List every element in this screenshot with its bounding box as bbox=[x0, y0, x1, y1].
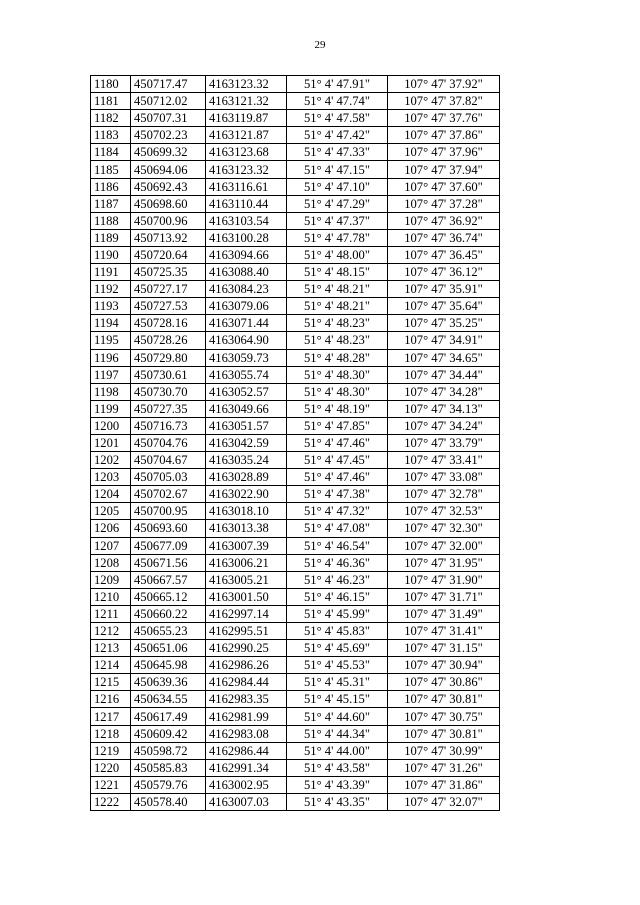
x-coordinate-cell: 450727.35 bbox=[131, 400, 206, 417]
x-coordinate-cell: 450728.16 bbox=[131, 315, 206, 332]
table-row bbox=[91, 640, 500, 657]
longitude-cell: 107° 47' 36.92" bbox=[388, 212, 500, 229]
longitude-cell: 107° 47' 35.25" bbox=[388, 315, 500, 332]
x-coordinate-cell: 450700.96 bbox=[131, 212, 206, 229]
latitude-cell: 51° 4' 46.36" bbox=[287, 554, 388, 571]
latitude-cell: 51° 4' 47.45" bbox=[287, 452, 388, 469]
table-row bbox=[91, 161, 500, 178]
y-coordinate-cell: 4163059.73 bbox=[206, 349, 287, 366]
y-coordinate-cell: 4163119.87 bbox=[206, 110, 287, 127]
x-coordinate-cell: 450677.09 bbox=[131, 537, 206, 554]
table-row bbox=[91, 195, 500, 212]
point-id-cell: 1191 bbox=[91, 264, 131, 281]
table-row bbox=[91, 229, 500, 246]
point-id-cell: 1199 bbox=[91, 400, 131, 417]
longitude-cell: 107° 47' 33.08" bbox=[388, 469, 500, 486]
y-coordinate-cell: 4163007.03 bbox=[206, 793, 287, 810]
point-id-cell: 1218 bbox=[91, 725, 131, 742]
latitude-cell: 51° 4' 47.08" bbox=[287, 520, 388, 537]
latitude-cell: 51° 4' 47.46" bbox=[287, 469, 388, 486]
point-id-cell: 1194 bbox=[91, 315, 131, 332]
point-id-cell: 1186 bbox=[91, 178, 131, 195]
table-row bbox=[91, 315, 500, 332]
longitude-cell: 107° 47' 31.26" bbox=[388, 759, 500, 776]
longitude-cell: 107° 47' 32.78" bbox=[388, 486, 500, 503]
x-coordinate-cell: 450728.26 bbox=[131, 332, 206, 349]
y-coordinate-cell: 4163052.57 bbox=[206, 383, 287, 400]
latitude-cell: 51° 4' 47.29" bbox=[287, 195, 388, 212]
y-coordinate-cell: 4163071.44 bbox=[206, 315, 287, 332]
table-row bbox=[91, 605, 500, 622]
latitude-cell: 51° 4' 47.74" bbox=[287, 93, 388, 110]
point-id-cell: 1219 bbox=[91, 742, 131, 759]
y-coordinate-cell: 4163094.66 bbox=[206, 246, 287, 263]
x-coordinate-cell: 450700.95 bbox=[131, 503, 206, 520]
longitude-cell: 107° 47' 30.81" bbox=[388, 725, 500, 742]
latitude-cell: 51° 4' 47.38" bbox=[287, 486, 388, 503]
point-id-cell: 1196 bbox=[91, 349, 131, 366]
table-row bbox=[91, 486, 500, 503]
longitude-cell: 107° 47' 31.90" bbox=[388, 571, 500, 588]
y-coordinate-cell: 4163116.61 bbox=[206, 178, 287, 195]
y-coordinate-cell: 4163018.10 bbox=[206, 503, 287, 520]
x-coordinate-cell: 450713.92 bbox=[131, 229, 206, 246]
point-id-cell: 1207 bbox=[91, 537, 131, 554]
longitude-cell: 107° 47' 37.82" bbox=[388, 93, 500, 110]
x-coordinate-cell: 450707.31 bbox=[131, 110, 206, 127]
latitude-cell: 51° 4' 47.15" bbox=[287, 161, 388, 178]
latitude-cell: 51° 4' 48.21" bbox=[287, 281, 388, 298]
table-row bbox=[91, 93, 500, 110]
y-coordinate-cell: 4163110.44 bbox=[206, 195, 287, 212]
point-id-cell: 1206 bbox=[91, 520, 131, 537]
y-coordinate-cell: 4163055.74 bbox=[206, 366, 287, 383]
table-row bbox=[91, 571, 500, 588]
y-coordinate-cell: 4163006.21 bbox=[206, 554, 287, 571]
point-id-cell: 1209 bbox=[91, 571, 131, 588]
y-coordinate-cell: 4163002.95 bbox=[206, 776, 287, 793]
y-coordinate-cell: 4163064.90 bbox=[206, 332, 287, 349]
y-coordinate-cell: 4162990.25 bbox=[206, 640, 287, 657]
point-id-cell: 1183 bbox=[91, 127, 131, 144]
point-id-cell: 1193 bbox=[91, 298, 131, 315]
latitude-cell: 51° 4' 44.60" bbox=[287, 708, 388, 725]
x-coordinate-cell: 450730.61 bbox=[131, 366, 206, 383]
x-coordinate-cell: 450717.47 bbox=[131, 76, 206, 93]
y-coordinate-cell: 4163051.57 bbox=[206, 417, 287, 434]
x-coordinate-cell: 450704.76 bbox=[131, 434, 206, 451]
y-coordinate-cell: 4162986.44 bbox=[206, 742, 287, 759]
y-coordinate-cell: 4163005.21 bbox=[206, 571, 287, 588]
x-coordinate-cell: 450694.06 bbox=[131, 161, 206, 178]
table-row bbox=[91, 383, 500, 400]
latitude-cell: 51° 4' 46.15" bbox=[287, 588, 388, 605]
y-coordinate-cell: 4163042.59 bbox=[206, 434, 287, 451]
table-row bbox=[91, 366, 500, 383]
latitude-cell: 51° 4' 47.10" bbox=[287, 178, 388, 195]
page-number: 29 bbox=[314, 39, 326, 51]
point-id-cell: 1217 bbox=[91, 708, 131, 725]
table-row bbox=[91, 400, 500, 417]
latitude-cell: 51° 4' 47.91" bbox=[287, 76, 388, 93]
table-row bbox=[91, 588, 500, 605]
coordinates-table-body bbox=[91, 76, 500, 811]
latitude-cell: 51° 4' 45.69" bbox=[287, 640, 388, 657]
x-coordinate-cell: 450712.02 bbox=[131, 93, 206, 110]
x-coordinate-cell: 450655.23 bbox=[131, 623, 206, 640]
table-row bbox=[91, 503, 500, 520]
longitude-cell: 107° 47' 34.91" bbox=[388, 332, 500, 349]
longitude-cell: 107° 47' 32.53" bbox=[388, 503, 500, 520]
latitude-cell: 51° 4' 43.35" bbox=[287, 793, 388, 810]
longitude-cell: 107° 47' 36.74" bbox=[388, 229, 500, 246]
latitude-cell: 51° 4' 45.15" bbox=[287, 691, 388, 708]
x-coordinate-cell: 450705.03 bbox=[131, 469, 206, 486]
latitude-cell: 51° 4' 44.34" bbox=[287, 725, 388, 742]
y-coordinate-cell: 4162986.26 bbox=[206, 657, 287, 674]
y-coordinate-cell: 4162981.99 bbox=[206, 708, 287, 725]
x-coordinate-cell: 450634.55 bbox=[131, 691, 206, 708]
x-coordinate-cell: 450639.36 bbox=[131, 674, 206, 691]
longitude-cell: 107° 47' 33.79" bbox=[388, 434, 500, 451]
point-id-cell: 1197 bbox=[91, 366, 131, 383]
latitude-cell: 51° 4' 48.19" bbox=[287, 400, 388, 417]
x-coordinate-cell: 450693.60 bbox=[131, 520, 206, 537]
latitude-cell: 51° 4' 47.33" bbox=[287, 144, 388, 161]
latitude-cell: 51° 4' 48.21" bbox=[287, 298, 388, 315]
table-row bbox=[91, 554, 500, 571]
x-coordinate-cell: 450660.22 bbox=[131, 605, 206, 622]
latitude-cell: 51° 4' 47.37" bbox=[287, 212, 388, 229]
point-id-cell: 1212 bbox=[91, 623, 131, 640]
latitude-cell: 51° 4' 48.00" bbox=[287, 246, 388, 263]
point-id-cell: 1216 bbox=[91, 691, 131, 708]
longitude-cell: 107° 47' 37.94" bbox=[388, 161, 500, 178]
y-coordinate-cell: 4163121.87 bbox=[206, 127, 287, 144]
x-coordinate-cell: 450704.67 bbox=[131, 452, 206, 469]
latitude-cell: 51° 4' 47.32" bbox=[287, 503, 388, 520]
table-row bbox=[91, 623, 500, 640]
latitude-cell: 51° 4' 45.83" bbox=[287, 623, 388, 640]
x-coordinate-cell: 450585.83 bbox=[131, 759, 206, 776]
y-coordinate-cell: 4163123.32 bbox=[206, 76, 287, 93]
table-row bbox=[91, 76, 500, 93]
table-row bbox=[91, 144, 500, 161]
longitude-cell: 107° 47' 35.91" bbox=[388, 281, 500, 298]
x-coordinate-cell: 450729.80 bbox=[131, 349, 206, 366]
point-id-cell: 1213 bbox=[91, 640, 131, 657]
latitude-cell: 51° 4' 45.99" bbox=[287, 605, 388, 622]
table-row bbox=[91, 281, 500, 298]
table-row bbox=[91, 349, 500, 366]
point-id-cell: 1204 bbox=[91, 486, 131, 503]
longitude-cell: 107° 47' 37.92" bbox=[388, 76, 500, 93]
longitude-cell: 107° 47' 31.49" bbox=[388, 605, 500, 622]
longitude-cell: 107° 47' 32.00" bbox=[388, 537, 500, 554]
longitude-cell: 107° 47' 37.60" bbox=[388, 178, 500, 195]
x-coordinate-cell: 450667.57 bbox=[131, 571, 206, 588]
longitude-cell: 107° 47' 34.65" bbox=[388, 349, 500, 366]
table-row bbox=[91, 264, 500, 281]
y-coordinate-cell: 4163103.54 bbox=[206, 212, 287, 229]
table-row bbox=[91, 691, 500, 708]
longitude-cell: 107° 47' 32.07" bbox=[388, 793, 500, 810]
y-coordinate-cell: 4162995.51 bbox=[206, 623, 287, 640]
y-coordinate-cell: 4163035.24 bbox=[206, 452, 287, 469]
point-id-cell: 1185 bbox=[91, 161, 131, 178]
point-id-cell: 1221 bbox=[91, 776, 131, 793]
y-coordinate-cell: 4163001.50 bbox=[206, 588, 287, 605]
longitude-cell: 107° 47' 31.41" bbox=[388, 623, 500, 640]
y-coordinate-cell: 4163079.06 bbox=[206, 298, 287, 315]
longitude-cell: 107° 47' 36.12" bbox=[388, 264, 500, 281]
latitude-cell: 51° 4' 47.46" bbox=[287, 434, 388, 451]
point-id-cell: 1220 bbox=[91, 759, 131, 776]
longitude-cell: 107° 47' 30.86" bbox=[388, 674, 500, 691]
point-id-cell: 1201 bbox=[91, 434, 131, 451]
y-coordinate-cell: 4162983.08 bbox=[206, 725, 287, 742]
table-row bbox=[91, 178, 500, 195]
x-coordinate-cell: 450720.64 bbox=[131, 246, 206, 263]
coordinates-table bbox=[90, 75, 500, 811]
point-id-cell: 1182 bbox=[91, 110, 131, 127]
y-coordinate-cell: 4163049.66 bbox=[206, 400, 287, 417]
latitude-cell: 51° 4' 48.15" bbox=[287, 264, 388, 281]
y-coordinate-cell: 4163013.38 bbox=[206, 520, 287, 537]
point-id-cell: 1181 bbox=[91, 93, 131, 110]
point-id-cell: 1203 bbox=[91, 469, 131, 486]
table-row bbox=[91, 212, 500, 229]
point-id-cell: 1202 bbox=[91, 452, 131, 469]
x-coordinate-cell: 450698.60 bbox=[131, 195, 206, 212]
y-coordinate-cell: 4163123.32 bbox=[206, 161, 287, 178]
x-coordinate-cell: 450730.70 bbox=[131, 383, 206, 400]
point-id-cell: 1189 bbox=[91, 229, 131, 246]
x-coordinate-cell: 450727.17 bbox=[131, 281, 206, 298]
x-coordinate-cell: 450578.40 bbox=[131, 793, 206, 810]
point-id-cell: 1198 bbox=[91, 383, 131, 400]
longitude-cell: 107° 47' 34.28" bbox=[388, 383, 500, 400]
y-coordinate-cell: 4162991.34 bbox=[206, 759, 287, 776]
latitude-cell: 51° 4' 45.53" bbox=[287, 657, 388, 674]
y-coordinate-cell: 4163121.32 bbox=[206, 93, 287, 110]
table-row bbox=[91, 759, 500, 776]
table-row bbox=[91, 127, 500, 144]
latitude-cell: 51° 4' 43.39" bbox=[287, 776, 388, 793]
x-coordinate-cell: 450702.23 bbox=[131, 127, 206, 144]
table-row bbox=[91, 520, 500, 537]
x-coordinate-cell: 450579.76 bbox=[131, 776, 206, 793]
longitude-cell: 107° 47' 30.81" bbox=[388, 691, 500, 708]
table-row bbox=[91, 776, 500, 793]
longitude-cell: 107° 47' 30.99" bbox=[388, 742, 500, 759]
latitude-cell: 51° 4' 48.28" bbox=[287, 349, 388, 366]
table-row bbox=[91, 708, 500, 725]
table-row bbox=[91, 793, 500, 810]
table-row bbox=[91, 725, 500, 742]
table-row bbox=[91, 246, 500, 263]
table-row bbox=[91, 742, 500, 759]
y-coordinate-cell: 4162997.14 bbox=[206, 605, 287, 622]
x-coordinate-cell: 450727.53 bbox=[131, 298, 206, 315]
y-coordinate-cell: 4163123.68 bbox=[206, 144, 287, 161]
table-row bbox=[91, 452, 500, 469]
table-row bbox=[91, 434, 500, 451]
latitude-cell: 51° 4' 43.58" bbox=[287, 759, 388, 776]
x-coordinate-cell: 450617.49 bbox=[131, 708, 206, 725]
longitude-cell: 107° 47' 30.75" bbox=[388, 708, 500, 725]
point-id-cell: 1184 bbox=[91, 144, 131, 161]
x-coordinate-cell: 450716.73 bbox=[131, 417, 206, 434]
table-row bbox=[91, 469, 500, 486]
point-id-cell: 1208 bbox=[91, 554, 131, 571]
table-row bbox=[91, 298, 500, 315]
x-coordinate-cell: 450725.35 bbox=[131, 264, 206, 281]
latitude-cell: 51° 4' 46.54" bbox=[287, 537, 388, 554]
longitude-cell: 107° 47' 35.64" bbox=[388, 298, 500, 315]
point-id-cell: 1192 bbox=[91, 281, 131, 298]
y-coordinate-cell: 4163007.39 bbox=[206, 537, 287, 554]
longitude-cell: 107° 47' 37.96" bbox=[388, 144, 500, 161]
point-id-cell: 1211 bbox=[91, 605, 131, 622]
x-coordinate-cell: 450671.56 bbox=[131, 554, 206, 571]
latitude-cell: 51° 4' 47.78" bbox=[287, 229, 388, 246]
longitude-cell: 107° 47' 31.15" bbox=[388, 640, 500, 657]
x-coordinate-cell: 450598.72 bbox=[131, 742, 206, 759]
point-id-cell: 1200 bbox=[91, 417, 131, 434]
longitude-cell: 107° 47' 37.28" bbox=[388, 195, 500, 212]
latitude-cell: 51° 4' 47.58" bbox=[287, 110, 388, 127]
point-id-cell: 1180 bbox=[91, 76, 131, 93]
y-coordinate-cell: 4163022.90 bbox=[206, 486, 287, 503]
latitude-cell: 51° 4' 46.23" bbox=[287, 571, 388, 588]
point-id-cell: 1215 bbox=[91, 674, 131, 691]
longitude-cell: 107° 47' 34.24" bbox=[388, 417, 500, 434]
latitude-cell: 51° 4' 48.30" bbox=[287, 383, 388, 400]
latitude-cell: 51° 4' 47.42" bbox=[287, 127, 388, 144]
point-id-cell: 1205 bbox=[91, 503, 131, 520]
table-row bbox=[91, 110, 500, 127]
latitude-cell: 51° 4' 48.30" bbox=[287, 366, 388, 383]
y-coordinate-cell: 4162984.44 bbox=[206, 674, 287, 691]
longitude-cell: 107° 47' 31.71" bbox=[388, 588, 500, 605]
point-id-cell: 1214 bbox=[91, 657, 131, 674]
y-coordinate-cell: 4163100.28 bbox=[206, 229, 287, 246]
x-coordinate-cell: 450692.43 bbox=[131, 178, 206, 195]
longitude-cell: 107° 47' 31.95" bbox=[388, 554, 500, 571]
longitude-cell: 107° 47' 32.30" bbox=[388, 520, 500, 537]
y-coordinate-cell: 4163084.23 bbox=[206, 281, 287, 298]
table-row bbox=[91, 417, 500, 434]
longitude-cell: 107° 47' 36.45" bbox=[388, 246, 500, 263]
table-row bbox=[91, 674, 500, 691]
point-id-cell: 1210 bbox=[91, 588, 131, 605]
point-id-cell: 1195 bbox=[91, 332, 131, 349]
longitude-cell: 107° 47' 34.44" bbox=[388, 366, 500, 383]
point-id-cell: 1187 bbox=[91, 195, 131, 212]
table-row bbox=[91, 537, 500, 554]
table-row bbox=[91, 332, 500, 349]
point-id-cell: 1190 bbox=[91, 246, 131, 263]
x-coordinate-cell: 450651.06 bbox=[131, 640, 206, 657]
longitude-cell: 107° 47' 37.86" bbox=[388, 127, 500, 144]
latitude-cell: 51° 4' 48.23" bbox=[287, 315, 388, 332]
latitude-cell: 51° 4' 44.00" bbox=[287, 742, 388, 759]
longitude-cell: 107° 47' 34.13" bbox=[388, 400, 500, 417]
longitude-cell: 107° 47' 33.41" bbox=[388, 452, 500, 469]
longitude-cell: 107° 47' 30.94" bbox=[388, 657, 500, 674]
x-coordinate-cell: 450702.67 bbox=[131, 486, 206, 503]
x-coordinate-cell: 450699.32 bbox=[131, 144, 206, 161]
y-coordinate-cell: 4163028.89 bbox=[206, 469, 287, 486]
x-coordinate-cell: 450665.12 bbox=[131, 588, 206, 605]
longitude-cell: 107° 47' 31.86" bbox=[388, 776, 500, 793]
latitude-cell: 51° 4' 47.85" bbox=[287, 417, 388, 434]
y-coordinate-cell: 4162983.35 bbox=[206, 691, 287, 708]
table-row bbox=[91, 657, 500, 674]
latitude-cell: 51° 4' 45.31" bbox=[287, 674, 388, 691]
point-id-cell: 1222 bbox=[91, 793, 131, 810]
x-coordinate-cell: 450609.42 bbox=[131, 725, 206, 742]
longitude-cell: 107° 47' 37.76" bbox=[388, 110, 500, 127]
y-coordinate-cell: 4163088.40 bbox=[206, 264, 287, 281]
x-coordinate-cell: 450645.98 bbox=[131, 657, 206, 674]
point-id-cell: 1188 bbox=[91, 212, 131, 229]
latitude-cell: 51° 4' 48.23" bbox=[287, 332, 388, 349]
